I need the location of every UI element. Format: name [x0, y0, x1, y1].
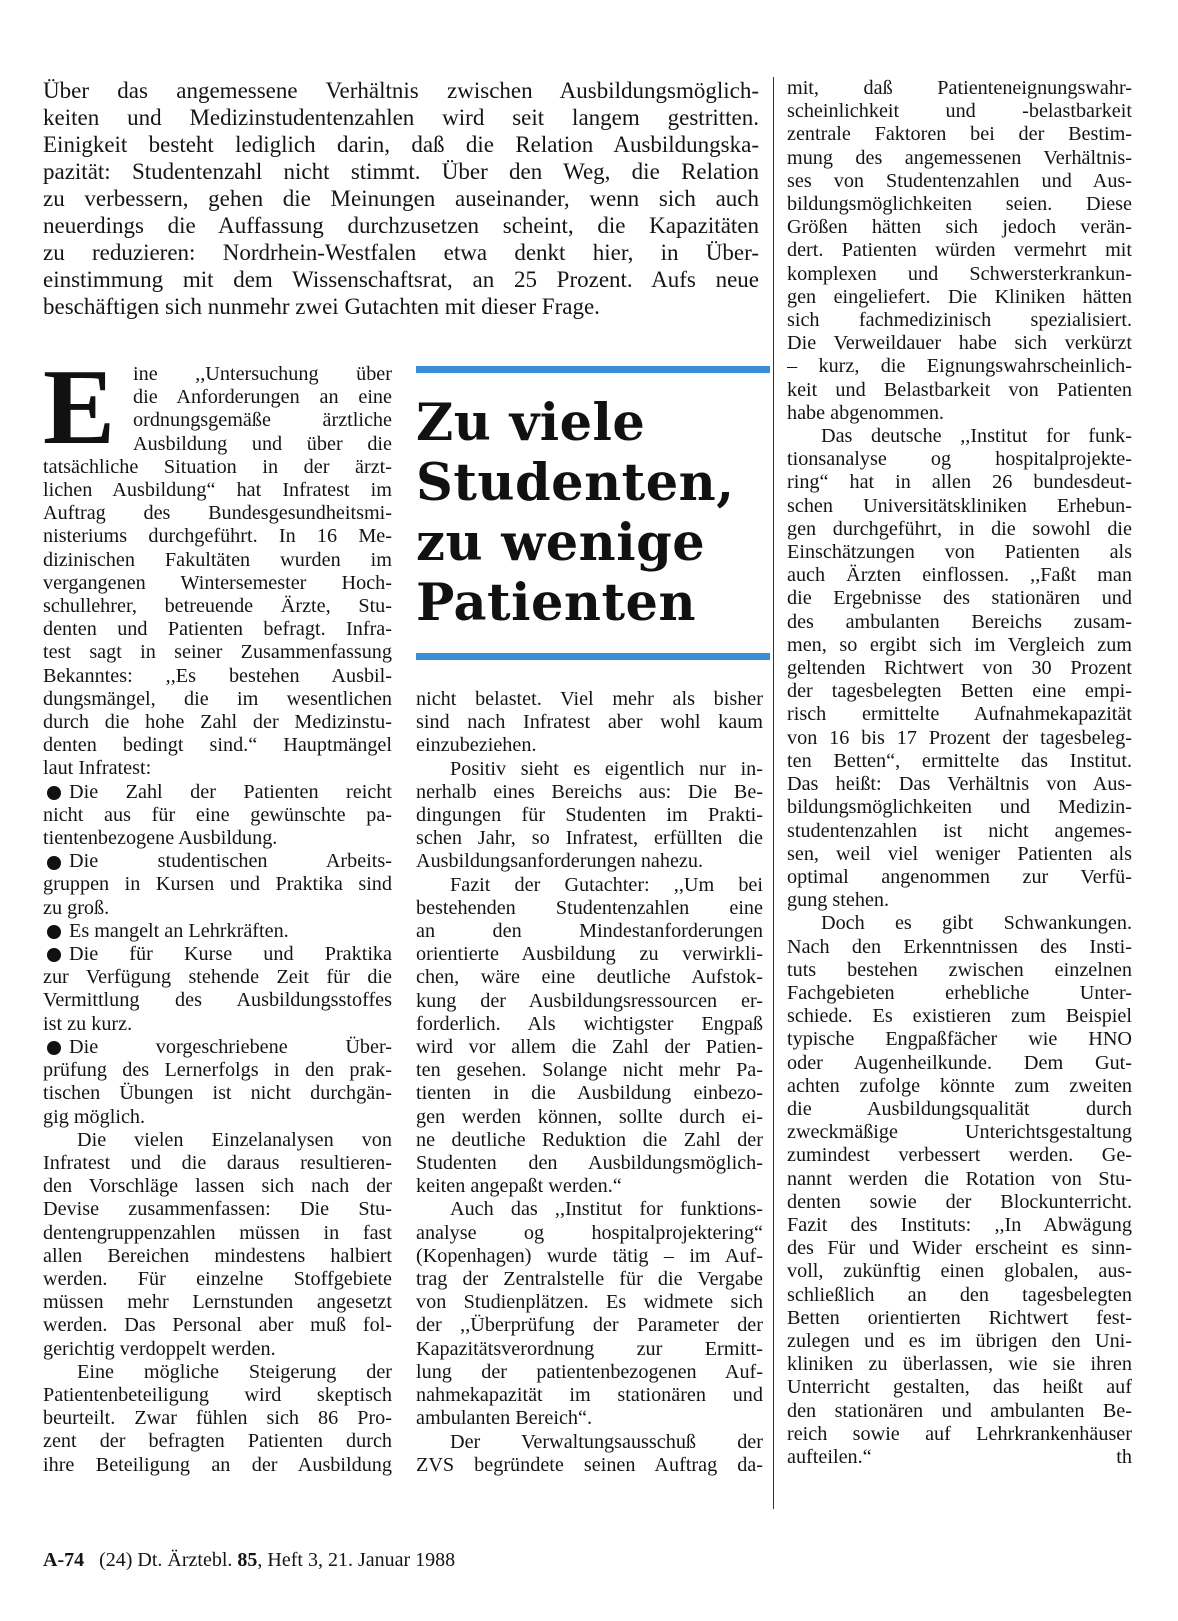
bullet-icon [47, 925, 61, 939]
closing-line: aufteilen.“ [787, 1445, 872, 1468]
text-line: optimal angenommen zur Verfü- [787, 865, 1132, 888]
text-line: tienten in die Ausbildung einbezo- [416, 1082, 763, 1105]
text-line: ses von Studentenzahlen und Aus- [787, 169, 1132, 192]
text-line: nicht belastet. Viel mehr als bisher [416, 688, 763, 710]
text-line: geltenden Richtwert von 30 Prozent [787, 657, 1132, 680]
text-line: prüfung des Lernerfolgs in den prak- [43, 1059, 392, 1082]
text-line: trag der Zentralstelle für die Vergabe [416, 1268, 763, 1291]
text-line: müssen mehr Lernstunden angesetzt [43, 1291, 392, 1314]
lead-line: einstimmung mit dem Wissenschaftsrat, an 25 Prozent. Aufs neue [43, 267, 759, 292]
page-number: A-74 [43, 1549, 85, 1571]
text-line: men, so ergibt sich im Vergleich zum [787, 633, 1132, 656]
bullet-text: Es mangelt an Lehrkräften. [69, 919, 289, 942]
text-line: tionsanalyse og hospitalprojekte- [787, 448, 1132, 471]
column-rule [773, 77, 774, 1509]
text-line: Studenten den Ausbildungsmöglich- [416, 1152, 763, 1175]
text-line: nicht aus für eine gewünschte pa- [43, 803, 392, 826]
text-line: gung stehen. [787, 889, 890, 912]
text-line: dungsmängel, die im wesentlichen [43, 687, 392, 710]
text-line: kliniken zu überlassen, wie sie ihren [787, 1353, 1132, 1376]
text-line: laut Infratest: [43, 757, 152, 780]
text-line: werden. Das Personal aber muß fol- [43, 1314, 392, 1337]
text-line: tischen Übungen ist nicht durchgän- [43, 1082, 392, 1105]
drop-cap: E [43, 348, 116, 467]
text-line: lung der patientenbezogenen Auf- [416, 1360, 763, 1383]
text-line: Das heißt: Das Verhältnis von Aus- [787, 773, 1132, 796]
text-line: Infratest und die daraus resultieren- [43, 1151, 392, 1174]
text-line: dingungen für Studenten im Prakti- [416, 804, 763, 827]
text-line: werden. Für einzelne Stoffgebiete [43, 1267, 392, 1290]
text-line: tatsächliche Situation in der ärzt- [43, 455, 392, 478]
text-line: zent der befragten Patienten durch [43, 1430, 392, 1453]
lead-line: Einigkeit besteht lediglich darin, daß die Relation Ausbildungska- [43, 132, 759, 157]
lead-paragraph [43, 77, 759, 320]
text-line: zu groß. [43, 896, 110, 919]
text-line: des Für und Wider erscheint es sinn- [787, 1237, 1132, 1260]
text-line: durch die hohe Zahl der Medizinstu- [43, 711, 392, 734]
headline-line: Zu viele [416, 393, 646, 453]
text-line: von 16 bis 17 Prozent der tagesbeleg- [787, 726, 1132, 749]
article-column-1 [43, 363, 392, 1477]
bullet-text: Die studentischen Arbeits- [69, 850, 392, 873]
text-line: auch Ärzten einflossen. ,,Faßt man [787, 564, 1132, 587]
text-line: sind nach Infratest aber wohl kaum [416, 711, 763, 734]
text-line: zur Verfügung stehende Zeit für die [43, 966, 392, 989]
lead-line: pazität: Studentenzahl nicht stimmt. Über den Weg, die Relation [43, 159, 759, 184]
bullet-text: Die Zahl der Patienten reicht [69, 780, 392, 803]
text-line: bildungsmöglichkeiten und Medizin- [787, 796, 1132, 819]
text-line: (Kopenhagen) wurde tätig – im Auf- [416, 1244, 763, 1267]
text-line: denten und Patienten befragt. Infra- [43, 618, 392, 641]
text-line: die Ergebnisse des stationären und [787, 587, 1132, 610]
text-line [43, 920, 392, 943]
text-line: ihre Beteiligung an der Ausbildung [43, 1453, 392, 1476]
text-line: bestehenden Studentenzahlen eine [416, 896, 763, 919]
text-line: tientenbezogene Ausbildung. [43, 827, 278, 850]
text-line: der ,,Überprüfung der Parameter der [416, 1314, 763, 1337]
text-line: tuts bestehen zwischen einzelnen [787, 958, 1132, 981]
text-line: schullehrer, betreuende Ärzte, Stu- [43, 595, 392, 618]
bullet-icon [47, 948, 61, 962]
bullet-text: Die für Kurse und Praktika [69, 943, 392, 966]
text-line: komplexen und Schwersterkrankun- [787, 262, 1132, 285]
page-footer [43, 1549, 455, 1572]
text-line: ten Betten“, ermittelte das Institut. [787, 749, 1132, 772]
text-line: die Anforderungen an eine [133, 386, 392, 409]
bullet-text: Die vorgeschriebene Über- [69, 1035, 392, 1058]
text-line: typische Engpaßfächer wie HNO [787, 1028, 1132, 1051]
text-line: risch ermittelte Aufnahmekapazität [787, 703, 1132, 726]
bullet-icon [47, 856, 61, 870]
text-line: Patientenbeteiligung wird skeptisch [43, 1383, 392, 1406]
text-line: von Studienplätzen. Es widmete sich [416, 1291, 763, 1314]
text-line: gen werden können, sollte durch ei- [416, 1105, 763, 1128]
text-line: kung der Ausbildungsressourcen er- [416, 989, 763, 1012]
text-line: Nach den Erkenntnissen des Insti- [787, 935, 1132, 958]
text-line: nannt werden die Rotation von Stu- [787, 1167, 1132, 1190]
text-line [43, 943, 392, 966]
text-line: des ambulanten Bereichs zusam- [787, 610, 1132, 633]
text-line: vergangenen Wintersemester Hoch- [43, 571, 392, 594]
text-line: mit, daß Patienteneignungswahr- [787, 77, 1132, 99]
lead-line: keiten und Medizinstudentenzahlen wird seit langem gestritten. [43, 105, 759, 130]
text-line: Das deutsche ,,Institut for funk- [821, 425, 1132, 448]
text-line: gen eingeliefert. Die Kliniken hätten [787, 285, 1132, 308]
text-line: den Vorschläge lassen sich nach der [43, 1175, 392, 1198]
text-line: ring“ hat in allen 26 bundesdeut- [787, 471, 1132, 494]
journal-volume: 85 [237, 1549, 258, 1571]
journal-name: (24) Dt. Ärztebl. [99, 1549, 233, 1571]
text-line: dert. Patienten würden vermehrt mit [787, 239, 1132, 262]
text-line: Eine mögliche Steigerung der [77, 1360, 392, 1383]
text-line: orientierte Ausbildung zu verwirkli- [416, 943, 763, 966]
article-column-3 [787, 77, 1132, 1469]
headline-line: Patienten [416, 573, 697, 633]
headline [416, 393, 770, 633]
text-line: ambulanten Bereich“. [416, 1407, 592, 1430]
text-line: sich fachmedizinisch spezialisiert. [787, 309, 1132, 332]
text-line: Kapazitätsverordnung zur Ermitt- [416, 1337, 763, 1360]
text-line: bildungsmöglichkeiten seien. Diese [787, 193, 1132, 216]
text-line: denten sowie der Blockunterricht. [787, 1190, 1132, 1213]
text-line: zumindest verbessert werden. Ge- [787, 1144, 1132, 1167]
text-line: Doch es gibt Schwankungen. [821, 912, 1132, 935]
text-line: Der Verwaltungsausschuß der [450, 1430, 763, 1453]
text-line: Ausbildungsanforderungen nahezu. [416, 850, 704, 873]
text-line: Die Verweildauer habe sich verkürzt [787, 332, 1132, 355]
article-column-2 [416, 688, 763, 1477]
text-line: achten zufolge könnte zum zweiten [787, 1074, 1132, 1097]
text-line: schen Jahr, so Infratest, erfüllten die [416, 827, 763, 850]
text-line: voll, zukünftig einen globalen, aus- [787, 1260, 1132, 1283]
bullet-icon [47, 1041, 61, 1055]
text-line: den stationären und ambulanten Be- [787, 1399, 1132, 1422]
text-line: analyse og hospitalprojektering“ [416, 1221, 763, 1244]
text-line: habe abgenommen. [787, 401, 944, 424]
text-line: schen Universitätskliniken Erhebun- [787, 494, 1132, 517]
text-line: zentrale Faktoren bei der Bestim- [787, 123, 1132, 146]
text-line: ne deutliche Reduktion die Zahl der [416, 1128, 763, 1151]
text-line: Vermittlung des Ausbildungsstoffes [43, 989, 392, 1012]
text-line: scheinlichkeit und -belastbarkeit [787, 100, 1132, 123]
headline-box [416, 366, 770, 660]
text-line: schließlich an den tagesbelegten [787, 1283, 1132, 1306]
text-line: zulegen und es im übrigen den Uni- [787, 1329, 1132, 1352]
lead-line: Über das angemessene Verhältnis zwischen Ausbildungsmöglich- [43, 78, 759, 103]
lead-line: beschäftigen sich nunmehr zwei Gutachten mit dieser Frage. [43, 294, 600, 319]
text-line: Einschätzungen von Patienten als [787, 541, 1132, 564]
headline-line: Studenten, [416, 453, 735, 513]
text-line: Positiv sieht es eigentlich nur in- [450, 757, 763, 780]
text-line: gruppen in Kursen und Praktika sind [43, 873, 392, 896]
text-line [787, 1446, 1132, 1469]
text-line: dizinischen Fakultäten wurden im [43, 548, 392, 571]
text-line: dentengruppenzahlen müssen in fast [43, 1221, 392, 1244]
headline-line: zu wenige [416, 513, 706, 573]
text-line: keiten angepaßt werden.“ [416, 1175, 622, 1198]
text-line: schiede. Es existieren zum Beispiel [787, 1005, 1132, 1028]
headline-top-rule [416, 366, 770, 373]
text-line: Fachgebieten erhebliche Unter- [787, 981, 1132, 1004]
author-initials: th [1116, 1445, 1132, 1468]
text-line: an den Mindestanforderungen [416, 920, 763, 943]
text-line: Bekanntes: ,,Es bestehen Ausbil- [43, 664, 392, 687]
text-line: die Ausbildungsqualität durch [787, 1097, 1132, 1120]
text-line: keit und Belastbarkeit von Patienten [787, 378, 1132, 401]
text-line: mung des angemessenen Verhältnis- [787, 146, 1132, 169]
text-line: Devise zusammenfassen: Die Stu- [43, 1198, 392, 1221]
text-line: ZVS begründete seinen Auftrag da- [416, 1453, 763, 1476]
text-line: studentenzahlen ist nicht angemes- [787, 819, 1132, 842]
text-line: ordnungsgemäße ärztliche [133, 409, 392, 432]
text-line: sen, weil viel weniger Patienten als [787, 842, 1132, 865]
text-line: nahmekapazität im stationären und [416, 1384, 763, 1407]
headline-bottom-rule [416, 653, 770, 660]
text-line: allen Bereichen mindestens halbiert [43, 1244, 392, 1267]
text-line: Betten orientierten Richtwert fest- [787, 1306, 1132, 1329]
text-line: der tagesbelegten Betten eine empi- [787, 680, 1132, 703]
text-line: test sagt in seiner Zusammenfassung [43, 641, 392, 664]
text-line: ten gesehen. Solange nicht mehr Pa- [416, 1059, 763, 1082]
lead-line: zu reduzieren: Nordrhein-Westfalen etwa denkt hier, in Über- [43, 240, 759, 265]
text-line: Auch das ,,Institut for funktions- [450, 1198, 763, 1221]
text-line: ine ,,Untersuchung über [133, 363, 392, 385]
text-line: Fazit der Gutachter: ,,Um bei [450, 873, 763, 896]
text-line: Fazit des Instituts: ,,In Abwägung [787, 1213, 1132, 1236]
text-line: lichen Ausbildung“ hat Infratest im [43, 479, 392, 502]
bullet-icon [47, 786, 61, 800]
text-line: zweckmäßige Unterichtsgestaltung [787, 1121, 1132, 1144]
text-line: forderlich. Als wichtigster Engpaß [416, 1012, 763, 1035]
text-line: denten bedingt sind.“ Hauptmängel [43, 734, 392, 757]
text-line: gen durchgeführt, in die sowohl die [787, 517, 1132, 540]
text-line: Die vielen Einzelanalysen von [77, 1128, 392, 1151]
text-line: Auftrag des Bundesgesundheitsmi- [43, 502, 392, 525]
text-line: oder Augenheilkunde. Dem Gut- [787, 1051, 1132, 1074]
text-line: wird vor allem die Zahl der Patien- [416, 1036, 763, 1059]
text-line: nisteriums durchgeführt. In 16 Me- [43, 525, 392, 548]
text-line: Ausbildung und über die [133, 432, 392, 455]
text-line: gig möglich. [43, 1105, 146, 1128]
text-line: gerichtig verdoppelt werden. [43, 1337, 276, 1360]
text-line: Größen hätten sich jedoch verän- [787, 216, 1132, 239]
text-line: einzubeziehen. [416, 734, 537, 757]
text-line: reich sowie auf Lehrkrankenhäuser [787, 1422, 1132, 1445]
text-line [43, 1036, 392, 1059]
lead-line: neuerdings die Auffassung durchzusetzen scheint, die Kapazitäten [43, 213, 759, 238]
issue-date: , Heft 3, 21. Januar 1988 [257, 1549, 456, 1571]
text-line: Unterricht gestalten, das heißt auf [787, 1376, 1132, 1399]
text-line: ist zu kurz. [43, 1012, 133, 1035]
text-line [43, 781, 392, 804]
text-line: beurteilt. Zwar fühlen sich 86 Pro- [43, 1407, 392, 1430]
text-line [43, 850, 392, 873]
text-line: nerhalb eines Bereichs aus: Die Be- [416, 780, 763, 803]
lead-line: zu verbessern, gehen die Meinungen auseinander, wenn sich auch [43, 186, 759, 211]
text-line: – kurz, die Eignungswahrscheinlich- [787, 355, 1132, 378]
text-line: chen, wäre eine deutliche Aufstok- [416, 966, 763, 989]
